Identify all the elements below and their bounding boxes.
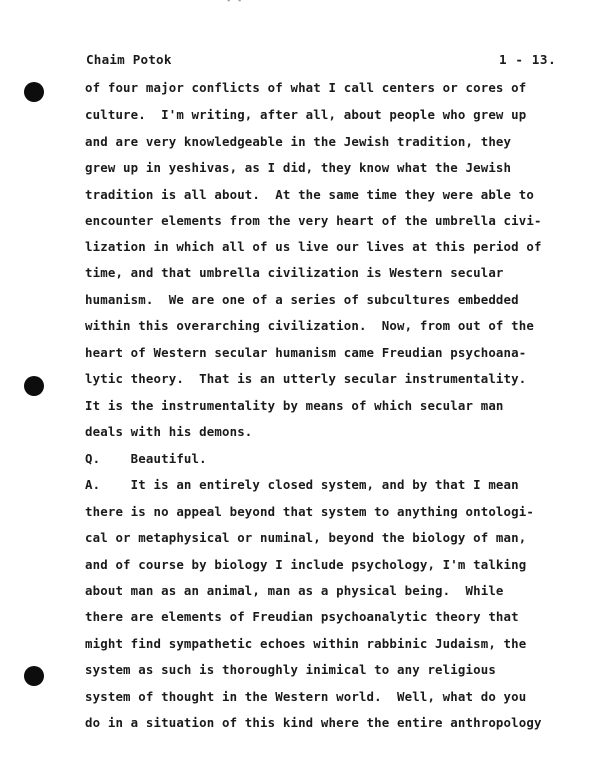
- body-line: and are very knowledgeable in the Jewish tradition, they: [85, 134, 512, 149]
- body-line: culture. I'm writing, after all, about people who grew up: [85, 107, 527, 122]
- body-line: there is no appeal beyond that system to anything ontologi-: [85, 504, 534, 519]
- body-line: It is the instrumentality by means of which secular man: [85, 398, 504, 413]
- header-page-number: 1 - 13.: [499, 52, 557, 67]
- body-line: time, and that umbrella civilization is Western secular: [85, 265, 504, 280]
- body-line: within this overarching civilization. Now, from out of the: [85, 318, 534, 333]
- body-line: might find sympathetic echoes within rabbinic Judaism, the: [85, 636, 527, 651]
- body-line: about man as an animal, man as a physical being. While: [85, 583, 504, 598]
- body-line: cal or metaphysical or numinal, beyond the biology of man,: [85, 530, 527, 545]
- body-line: tradition is all about. At the same time they were able to: [85, 187, 534, 202]
- body-line: lization in which all of us live our lives at this period of: [85, 239, 542, 254]
- top-edge-mark: - -: [226, 0, 243, 6]
- body-line: grew up in yeshivas, as I did, they know what the Jewish: [85, 160, 512, 175]
- binder-hole-top: [24, 82, 44, 102]
- body-line: of four major conflicts of what I call centers or cores of: [85, 80, 527, 95]
- answer-line: A. It is an entirely closed system, and by that I mean: [85, 477, 519, 492]
- header-author: Chaim Potok: [86, 52, 172, 67]
- body-line: do in a situation of this kind where the entire anthropology: [85, 715, 542, 730]
- body-line: heart of Western secular humanism came Freudian psychoana-: [85, 345, 527, 360]
- body-line: lytic theory. That is an utterly secular instrumentality.: [85, 371, 527, 386]
- body-line: deals with his demons.: [85, 424, 253, 439]
- body-line: encounter elements from the very heart of the umbrella civi-: [85, 213, 542, 228]
- binder-hole-bottom: [24, 666, 44, 686]
- body-line: humanism. We are one of a series of subcultures embedded: [85, 292, 519, 307]
- question-line: Q. Beautiful.: [85, 451, 207, 466]
- binder-hole-middle: [24, 376, 44, 396]
- body-line: there are elements of Freudian psychoanalytic theory that: [85, 609, 519, 624]
- body-line: system of thought in the Western world. Well, what do you: [85, 689, 527, 704]
- body-line: and of course by biology I include psychology, I'm talking: [85, 557, 527, 572]
- body-line: system as such is thoroughly inimical to any religious: [85, 662, 496, 677]
